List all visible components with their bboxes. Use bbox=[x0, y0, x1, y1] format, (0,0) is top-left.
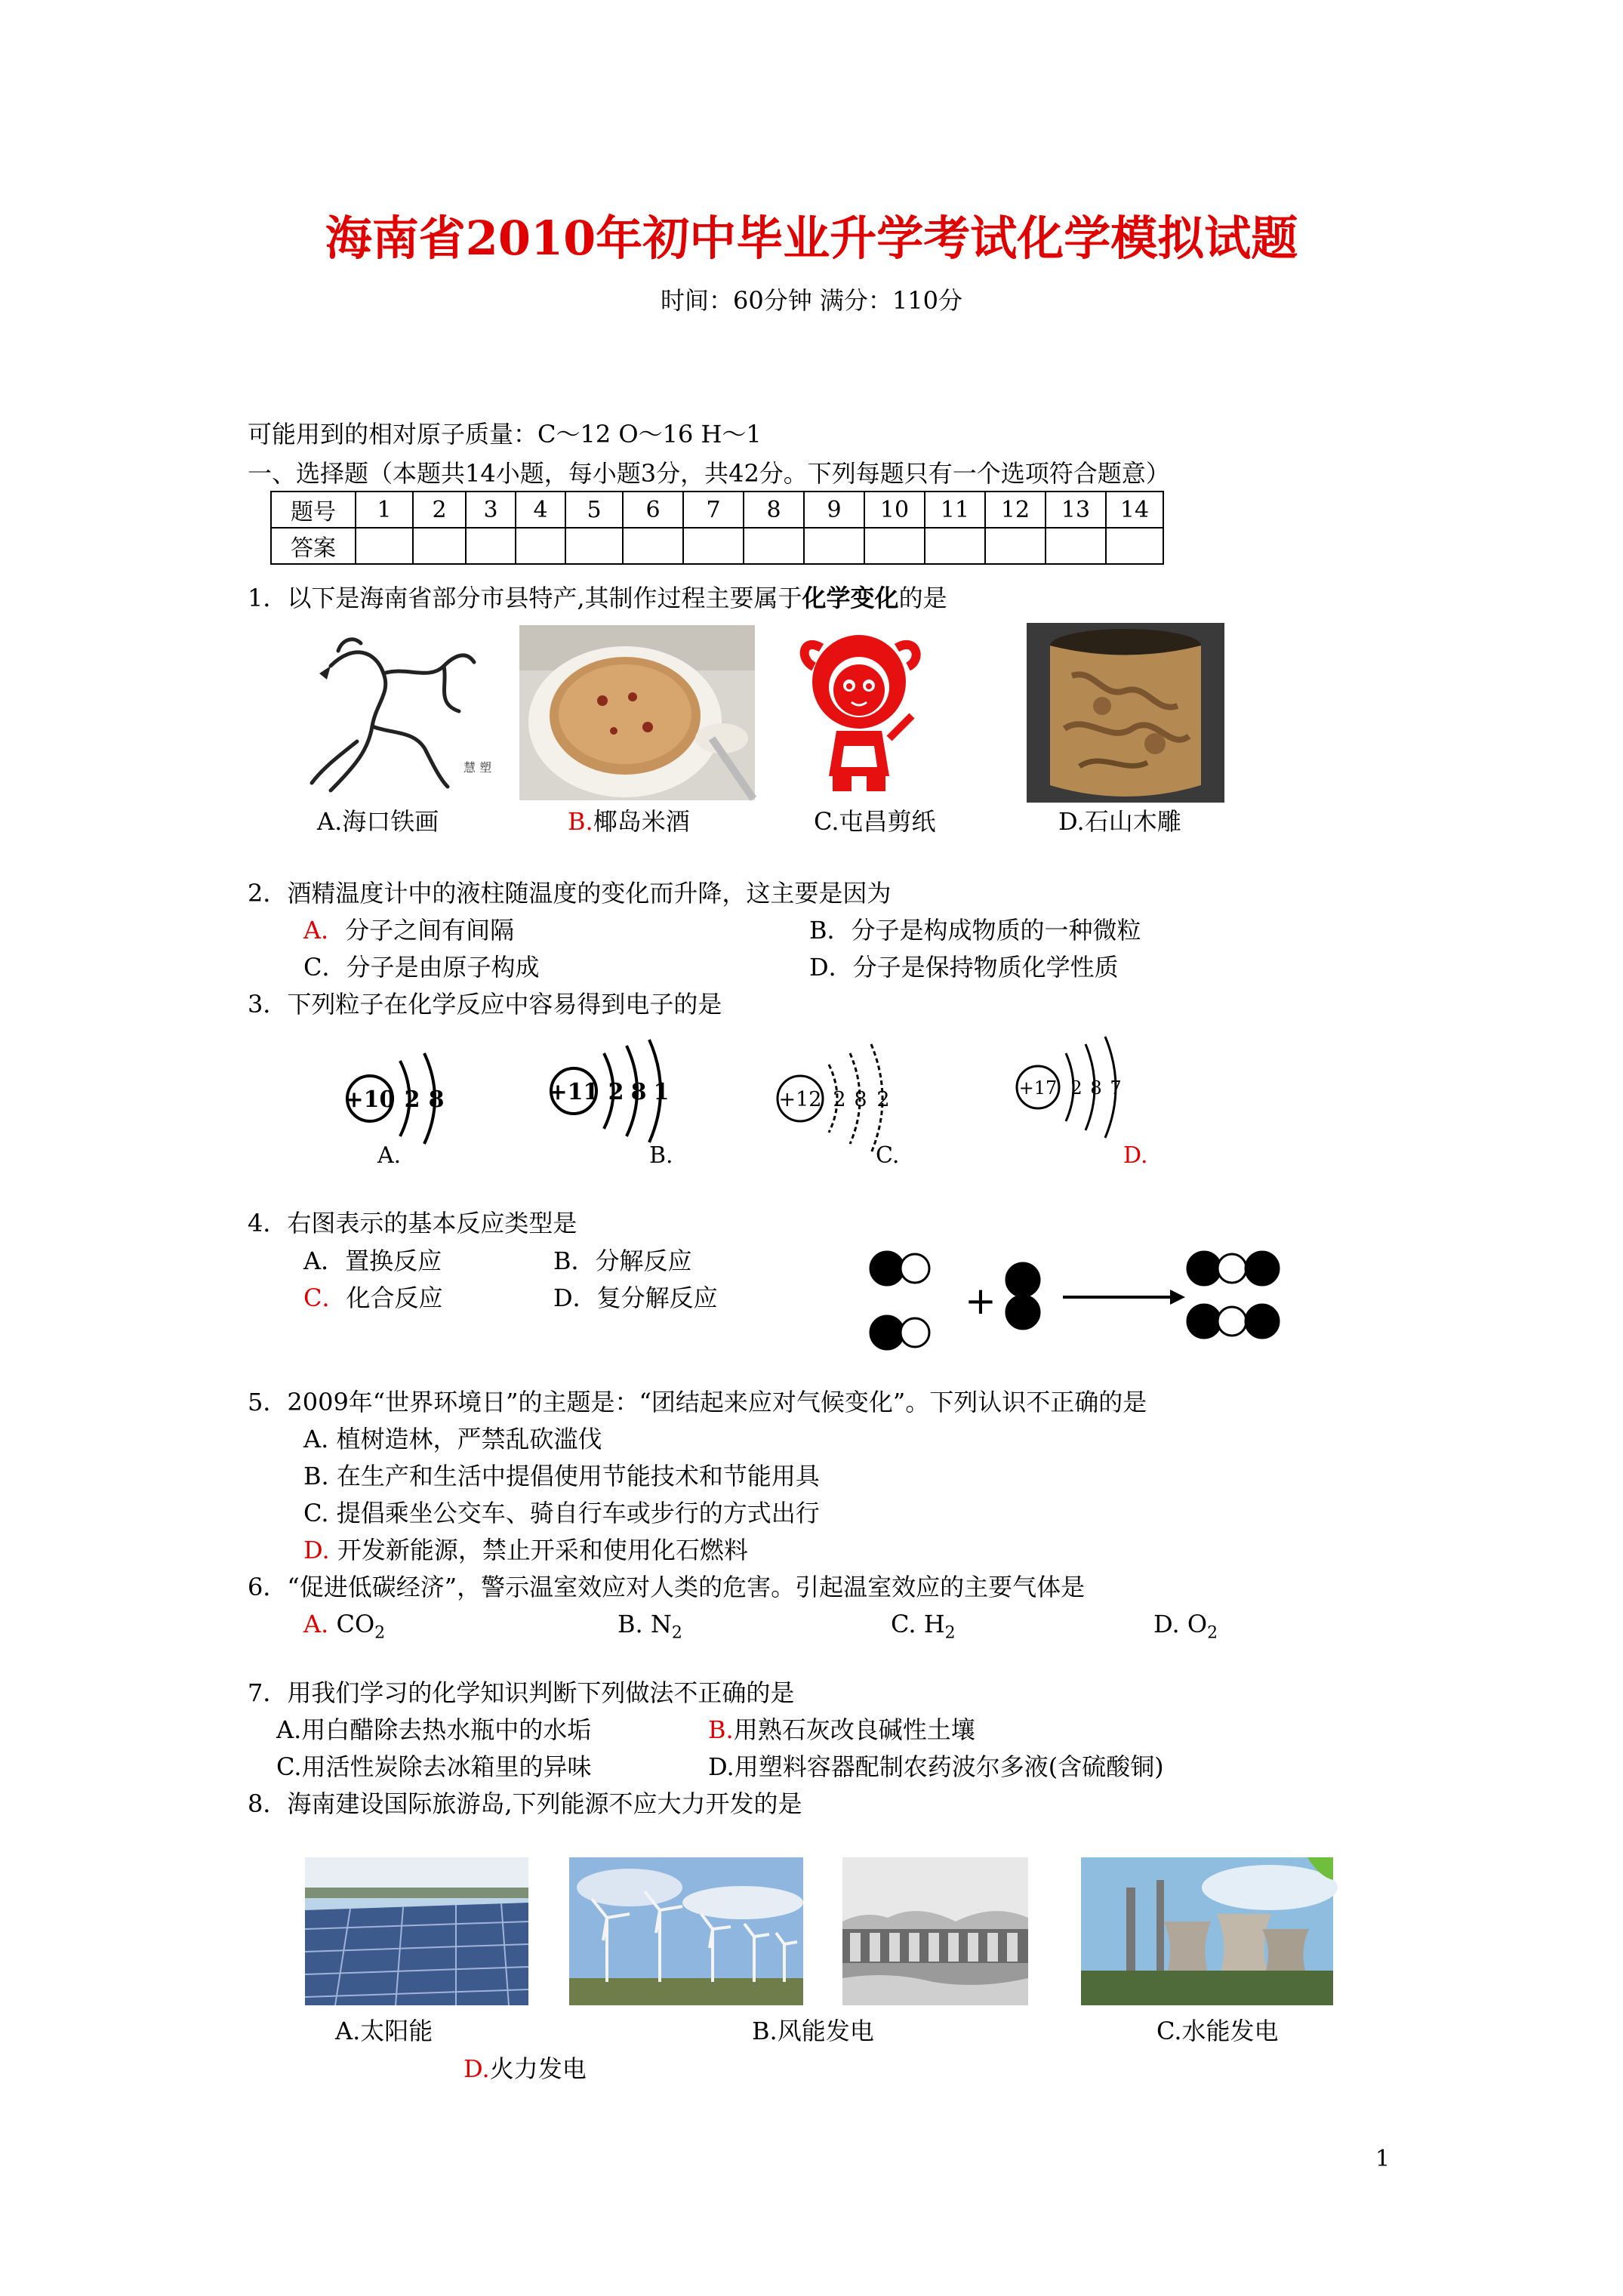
subscript: 2 bbox=[671, 1623, 682, 1643]
q5-option-d-text: 开发新能源，禁止开采和使用化石燃料 bbox=[329, 1536, 748, 1564]
answer-cell[interactable] bbox=[356, 528, 413, 564]
atom-diagram-c bbox=[778, 1044, 899, 1169]
coconut-rice-wine-image bbox=[519, 625, 755, 800]
q4-option-c-letter: C． bbox=[303, 1284, 346, 1312]
thermal-power-plant-image bbox=[1081, 1857, 1333, 2005]
answer-cell[interactable] bbox=[516, 528, 565, 564]
q7-option-b-letter: B. bbox=[708, 1715, 734, 1744]
q5-option-d bbox=[303, 1535, 748, 1565]
nucleus-label: +11 bbox=[548, 1079, 599, 1105]
q4-option-b: B．分解反应 bbox=[553, 1247, 692, 1275]
q7-option-d: D.用塑料容器配制农药波尔多液(含硫酸铜) bbox=[708, 1752, 1164, 1781]
table-cell: 14 bbox=[1106, 492, 1163, 528]
question-3-stem: 3．下列粒子在化学反应中容易得到电子的是 bbox=[248, 990, 722, 1019]
section-heading: 一、选择题（本题共14小题，每小题3分，共42分。下列每题只有一个选项符合题意） bbox=[248, 459, 1170, 488]
q6-option-b bbox=[617, 1609, 682, 1648]
table-cell: 9 bbox=[804, 492, 864, 528]
q5-option-a: A. 植树造林，严禁乱砍滥伐 bbox=[303, 1425, 602, 1453]
table-cell: 4 bbox=[516, 492, 565, 528]
table-cell: 8 bbox=[744, 492, 804, 528]
shell-label: 2 bbox=[404, 1086, 420, 1113]
subscript: 2 bbox=[944, 1623, 956, 1643]
q1-option-b-letter: B. bbox=[568, 807, 593, 836]
q7-option-a: A.用白醋除去热水瓶中的水垢 bbox=[276, 1715, 592, 1744]
answer-cell[interactable] bbox=[864, 528, 925, 564]
shell-label: 8 bbox=[1090, 1077, 1102, 1099]
q2-option-b: B．分子是构成物质的一种微粒 bbox=[809, 916, 1141, 945]
solar-panel-image bbox=[305, 1857, 528, 2005]
q1-stem-emphasis: 化学变化 bbox=[802, 584, 899, 612]
q1-option-d: D.石山木雕 bbox=[1058, 807, 1181, 836]
answer-cell[interactable] bbox=[744, 528, 804, 564]
table-header-number: 题号 bbox=[271, 492, 356, 528]
q8-option-b: B.风能发电 bbox=[752, 2017, 874, 2045]
question-1-stem bbox=[248, 583, 947, 613]
q6-option-a-letter: A. bbox=[303, 1610, 329, 1638]
q8-option-d-text: 火力发电 bbox=[489, 2054, 587, 2083]
table-cell: 1 bbox=[356, 492, 413, 528]
q5-option-d-letter: D. bbox=[303, 1536, 330, 1564]
atomic-mass-line: 可能用到的相对原子质量：C～12 O～16 H～1 bbox=[248, 420, 762, 448]
table-cell: 3 bbox=[466, 492, 516, 528]
q7-option-c: C.用活性炭除去冰箱里的异味 bbox=[276, 1752, 592, 1781]
q6-option-d bbox=[1153, 1609, 1218, 1648]
q6-option-b-text: B. N bbox=[617, 1610, 672, 1638]
answer-cell[interactable] bbox=[804, 528, 864, 564]
iron-horse-painting-image bbox=[285, 621, 492, 802]
shell-label: 8 bbox=[854, 1088, 867, 1111]
q8-option-c: C.水能发电 bbox=[1156, 2017, 1279, 2045]
q6-option-d-text: D. O bbox=[1153, 1610, 1208, 1638]
table-cell: 13 bbox=[1046, 492, 1106, 528]
q7-option-b bbox=[708, 1715, 975, 1745]
answer-cell[interactable] bbox=[413, 528, 466, 564]
answer-table-answer-row bbox=[271, 528, 1163, 564]
q1-option-a: A.海口铁画 bbox=[317, 807, 439, 836]
page-subtitle: 时间：60分钟 满分：110分 bbox=[661, 286, 962, 315]
q4-option-d: D．复分解反应 bbox=[553, 1284, 718, 1312]
shell-label: 1 bbox=[653, 1079, 670, 1105]
hydropower-dam-image bbox=[842, 1857, 1028, 2005]
q6-option-a-text: CO bbox=[328, 1610, 375, 1638]
q4-option-c-text: 化合反应 bbox=[346, 1284, 443, 1312]
table-cell: 11 bbox=[925, 492, 985, 528]
shell-label: 2 bbox=[833, 1088, 846, 1111]
subscript: 2 bbox=[374, 1623, 386, 1643]
q1-stem-end: 的是 bbox=[898, 584, 947, 612]
q8-option-d-letter: D. bbox=[463, 2054, 490, 2083]
signature-text: 慧 塑 bbox=[463, 760, 492, 775]
nucleus-label: +10 bbox=[344, 1086, 396, 1113]
q2-option-a-letter: A． bbox=[303, 916, 346, 945]
answer-cell[interactable] bbox=[565, 528, 623, 564]
q4-option-c bbox=[303, 1283, 443, 1313]
question-5-stem: 5．2009年“世界环境日”的主题是：“团结起来应对气候变化”。下列认识不正确的是 bbox=[248, 1388, 1147, 1416]
q8-option-d bbox=[463, 2054, 587, 2084]
table-cell: 12 bbox=[985, 492, 1046, 528]
q6-option-c-text: C. H bbox=[891, 1610, 945, 1638]
q2-option-a-text: 分子之间有间隔 bbox=[345, 916, 515, 945]
q7-option-b-text: 用熟石灰改良碱性土壤 bbox=[733, 1715, 975, 1744]
table-cell: 5 bbox=[565, 492, 623, 528]
q2-option-d: D．分子是保持物质化学性质 bbox=[809, 953, 1119, 982]
page-number: 1 bbox=[1375, 2146, 1390, 2172]
paper-cut-goat-image bbox=[799, 625, 927, 797]
shell-label: 7 bbox=[1110, 1077, 1122, 1099]
atom-structure-diagrams bbox=[325, 1031, 1230, 1174]
shell-label: 8 bbox=[630, 1079, 647, 1105]
answer-cell[interactable] bbox=[1106, 528, 1163, 564]
q2-option-c: C．分子是由原子构成 bbox=[303, 953, 540, 982]
nucleus-label: +12 bbox=[778, 1088, 822, 1111]
wood-carving-image bbox=[1027, 623, 1224, 803]
shell-label: 2 bbox=[608, 1079, 624, 1105]
answer-table bbox=[270, 491, 1164, 565]
question-2-stem: 2．酒精温度计中的液柱随温度的变化而升降，这主要是因为 bbox=[248, 879, 892, 908]
atom-option-label: C. bbox=[876, 1142, 900, 1169]
question-8-stem: 8．海南建设国际旅游岛,下列能源不应大力开发的是 bbox=[248, 1789, 802, 1818]
q2-option-a bbox=[303, 915, 514, 945]
q6-option-a bbox=[303, 1609, 385, 1648]
q4-option-a: A．置换反应 bbox=[303, 1247, 442, 1275]
q8-option-a: A.太阳能 bbox=[335, 2017, 433, 2045]
answer-cell[interactable] bbox=[623, 528, 683, 564]
q6-option-c bbox=[891, 1609, 956, 1648]
atom-diagram-d bbox=[1017, 1037, 1148, 1169]
table-cell: 7 bbox=[683, 492, 744, 528]
table-cell: 6 bbox=[623, 492, 683, 528]
plus-sign: + bbox=[965, 1279, 996, 1323]
q1-option-b bbox=[568, 806, 690, 837]
q5-option-c: C. 提倡乘坐公交车、骑自行车或步行的方式出行 bbox=[303, 1499, 820, 1527]
answer-cell[interactable] bbox=[683, 528, 744, 564]
question-6-stem: 6．“促进低碳经济”，警示温室效应对人类的危害。引起温室效应的主要气体是 bbox=[248, 1573, 1086, 1601]
question-7-stem: 7．用我们学习的化学知识判断下列做法不正确的是 bbox=[248, 1678, 795, 1707]
shell-label: 8 bbox=[428, 1086, 445, 1113]
shell-label: 2 bbox=[876, 1088, 890, 1111]
table-cell: 10 bbox=[864, 492, 925, 528]
reaction-diagram bbox=[868, 1246, 1291, 1359]
q1-option-c: C.屯昌剪纸 bbox=[814, 807, 936, 836]
table-header-answer: 答案 bbox=[271, 528, 356, 564]
atom-option-label: B. bbox=[649, 1142, 673, 1169]
table-cell: 2 bbox=[413, 492, 466, 528]
answer-table-number-row bbox=[271, 492, 1163, 528]
nucleus-label: +17 bbox=[1018, 1077, 1058, 1099]
answer-cell[interactable] bbox=[985, 528, 1046, 564]
question-4-stem: 4．右图表示的基本反应类型是 bbox=[248, 1209, 577, 1237]
page-title: 海南省2010年初中毕业升学考试化学模拟试题 bbox=[325, 211, 1298, 266]
atom-diagram-b bbox=[549, 1040, 673, 1169]
q1-option-b-text: 椰岛米酒 bbox=[593, 807, 690, 836]
answer-cell[interactable] bbox=[1046, 528, 1106, 564]
shell-label: 2 bbox=[1070, 1077, 1083, 1099]
wind-turbine-image bbox=[569, 1857, 803, 2005]
atom-option-label: D. bbox=[1123, 1142, 1148, 1169]
subscript: 2 bbox=[1207, 1623, 1218, 1643]
atom-diagram-a bbox=[345, 1053, 445, 1169]
q1-stem-text: 1．以下是海南省部分市县特产,其制作过程主要属于 bbox=[248, 584, 802, 612]
answer-cell[interactable] bbox=[925, 528, 985, 564]
answer-cell[interactable] bbox=[466, 528, 516, 564]
atom-option-label: A. bbox=[377, 1142, 402, 1169]
q5-option-b: B. 在生产和生活中提倡使用节能技术和节能用具 bbox=[303, 1462, 820, 1490]
